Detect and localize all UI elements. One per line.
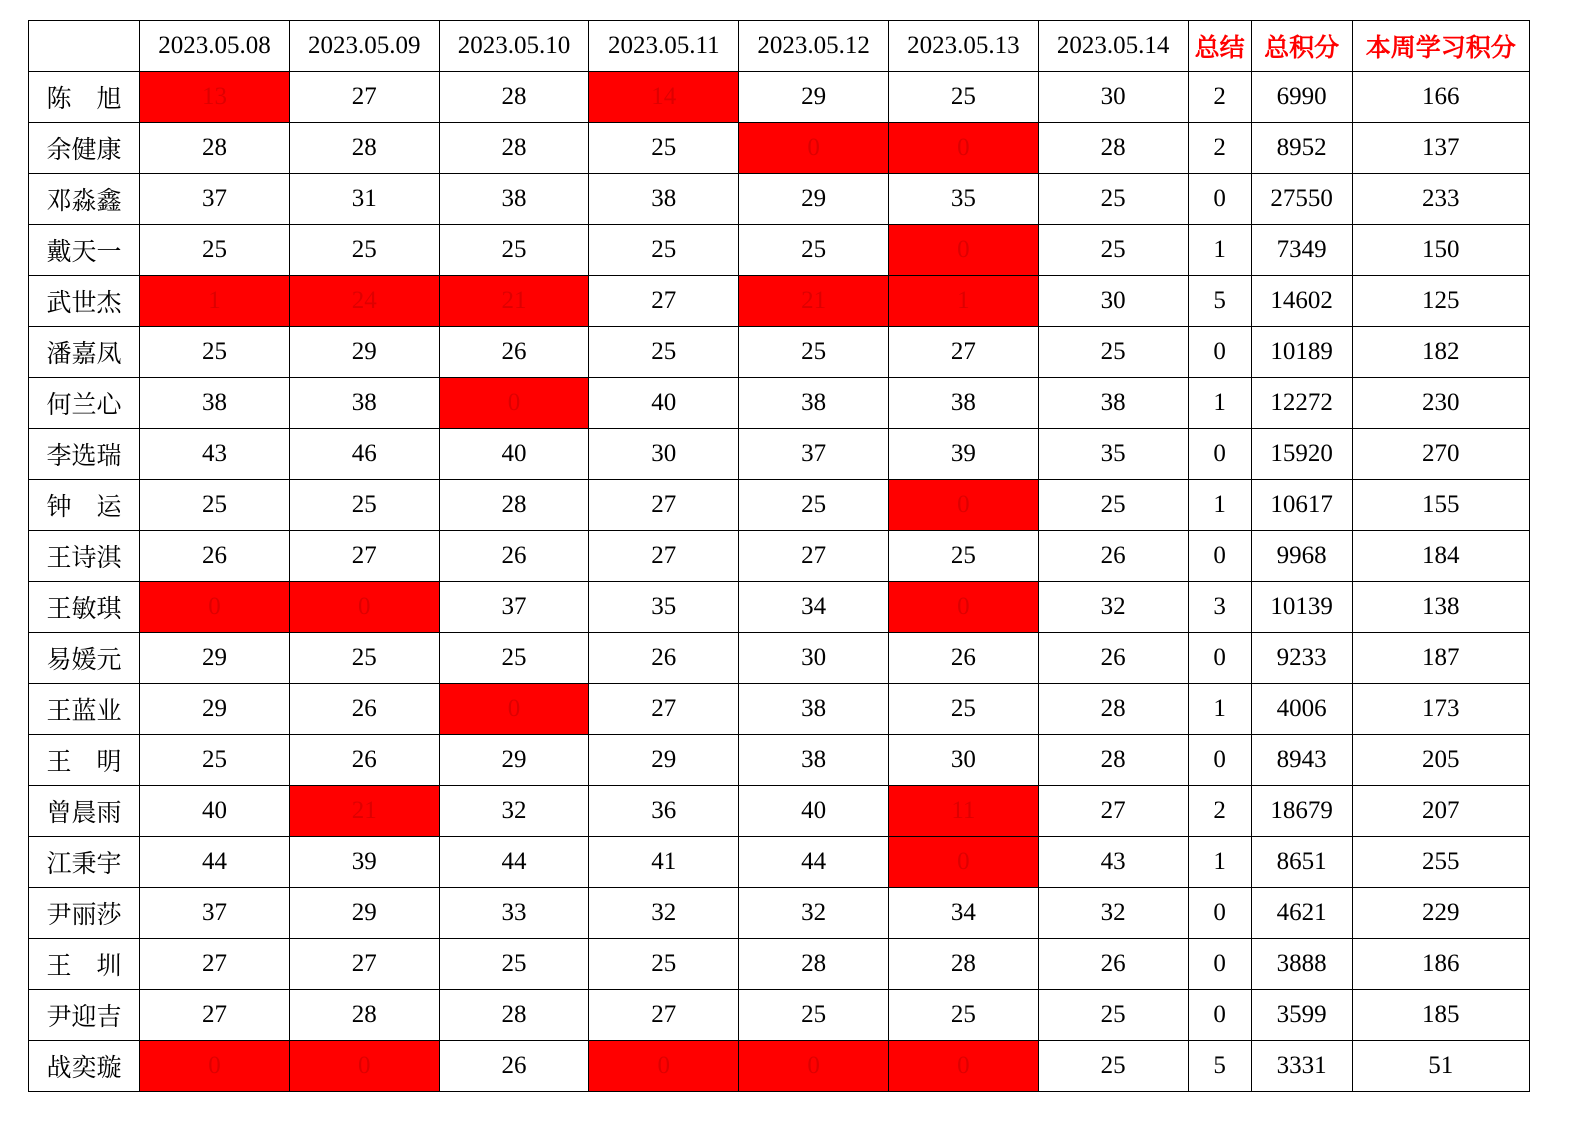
student-name-text: 曾晨雨 [46,800,122,827]
score-cell: 35 [888,174,1038,225]
name-char: 旭 [96,86,122,113]
score-cell-flagged: 0 [888,582,1038,633]
score-cell-flagged: 11 [888,786,1038,837]
score-cell-flagged: 0 [888,1041,1038,1092]
score-cell: 25 [140,225,290,276]
score-cell: 26 [289,735,439,786]
score-cell: 28 [439,990,589,1041]
score-cell: 28 [888,939,1038,990]
score-cell: 27 [589,480,739,531]
score-cell: 29 [739,72,889,123]
score-cell: 44 [140,837,290,888]
score-cell: 35 [589,582,739,633]
summary-cell: 5 [1188,276,1251,327]
header-date-4: 2023.05.11 [589,21,739,72]
score-cell: 38 [140,378,290,429]
student-name-text [47,742,122,778]
student-name-cell [29,327,140,378]
score-cell: 30 [888,735,1038,786]
score-cell: 44 [739,837,889,888]
score-cell: 25 [289,225,439,276]
total-points-cell: 3331 [1251,1041,1352,1092]
summary-cell: 0 [1188,633,1251,684]
week-points-cell: 233 [1352,174,1529,225]
score-cell: 27 [589,684,739,735]
score-cell: 28 [1038,123,1188,174]
header-date-1: 2023.05.08 [140,21,290,72]
total-points-cell: 9968 [1251,531,1352,582]
summary-cell: 1 [1188,378,1251,429]
score-cell: 27 [289,531,439,582]
score-cell-flagged: 21 [739,276,889,327]
score-cell: 25 [888,990,1038,1041]
score-cell: 28 [439,480,589,531]
score-cell: 38 [888,378,1038,429]
student-name-text: 战奕璇 [46,1055,122,1082]
total-points-cell: 10189 [1251,327,1352,378]
score-cell: 25 [1038,1041,1188,1092]
score-cell-flagged: 0 [888,225,1038,276]
summary-cell: 0 [1188,990,1251,1041]
score-cell: 25 [1038,990,1188,1041]
score-cell: 28 [1038,684,1188,735]
table-row [29,990,1530,1041]
table-row [29,582,1530,633]
score-cell: 25 [739,327,889,378]
table-row [29,735,1530,786]
score-cell: 25 [140,480,290,531]
score-cell: 27 [589,990,739,1041]
score-cell: 34 [739,582,889,633]
score-cell: 27 [140,990,290,1041]
score-cell: 32 [439,786,589,837]
score-cell: 29 [140,684,290,735]
student-name-cell [29,480,140,531]
week-points-cell: 270 [1352,429,1529,480]
week-points-cell: 207 [1352,786,1529,837]
student-name-cell [29,429,140,480]
score-cell: 26 [439,1041,589,1092]
student-name-cell [29,786,140,837]
score-cell: 26 [1038,531,1188,582]
score-cell: 25 [888,531,1038,582]
score-cell-flagged: 13 [140,72,290,123]
summary-cell: 0 [1188,429,1251,480]
student-name-text: 潘嘉凤 [46,341,122,368]
student-name-cell [29,735,140,786]
score-cell: 26 [589,633,739,684]
score-cell: 30 [1038,72,1188,123]
student-name-text: 邓淼鑫 [46,188,122,215]
header-total-points: 总积分 [1251,21,1352,72]
score-cell: 27 [739,531,889,582]
week-points-cell: 184 [1352,531,1529,582]
student-name-text [47,487,122,523]
table-row [29,531,1530,582]
score-cell: 32 [739,888,889,939]
week-points-cell: 173 [1352,684,1529,735]
score-cell-flagged: 1 [140,276,290,327]
student-name-cell [29,837,140,888]
student-name-text: 王诗淇 [46,545,122,572]
score-cell: 32 [1038,888,1188,939]
score-cell: 25 [589,225,739,276]
score-cell: 37 [140,174,290,225]
header-summary: 总结 [1188,21,1251,72]
week-points-cell: 229 [1352,888,1529,939]
score-cell: 25 [589,939,739,990]
summary-cell: 1 [1188,684,1251,735]
score-cell: 32 [589,888,739,939]
table-row [29,888,1530,939]
summary-cell: 5 [1188,1041,1251,1092]
score-cell: 29 [589,735,739,786]
name-char: 钟 [46,494,72,521]
score-cell: 37 [439,582,589,633]
score-cell: 25 [289,480,439,531]
week-points-cell: 187 [1352,633,1529,684]
score-cell: 25 [739,480,889,531]
score-cell-flagged: 21 [439,276,589,327]
total-points-cell: 4621 [1251,888,1352,939]
score-cell: 28 [140,123,290,174]
total-points-cell: 10139 [1251,582,1352,633]
total-points-cell: 3599 [1251,990,1352,1041]
score-cell-flagged: 0 [140,582,290,633]
total-points-cell: 18679 [1251,786,1352,837]
score-cell: 35 [1038,429,1188,480]
summary-cell: 1 [1188,837,1251,888]
score-cell: 46 [289,429,439,480]
score-cell: 25 [739,990,889,1041]
score-cell: 26 [888,633,1038,684]
score-cell: 38 [739,378,889,429]
score-cell: 38 [589,174,739,225]
student-name-text: 王敏琪 [46,596,122,623]
score-cell: 37 [140,888,290,939]
student-name-text: 尹迎吉 [46,1004,122,1031]
score-cell-flagged: 0 [888,480,1038,531]
week-points-cell: 182 [1352,327,1529,378]
total-points-cell: 14602 [1251,276,1352,327]
student-name-text [47,79,122,115]
name-char: 陈 [46,86,72,113]
score-cell: 25 [289,633,439,684]
week-points-cell: 125 [1352,276,1529,327]
score-cell: 25 [140,327,290,378]
name-char: 王 [46,749,72,776]
table-row [29,378,1530,429]
score-cell-flagged: 0 [888,123,1038,174]
total-points-cell: 15920 [1251,429,1352,480]
score-cell: 27 [1038,786,1188,837]
table-body [29,72,1530,1092]
total-points-cell: 10617 [1251,480,1352,531]
summary-cell: 2 [1188,786,1251,837]
total-points-cell: 4006 [1251,684,1352,735]
score-cell: 26 [439,327,589,378]
header-date-6: 2023.05.13 [888,21,1038,72]
score-cell: 39 [888,429,1038,480]
score-cell: 25 [888,684,1038,735]
student-name-cell [29,123,140,174]
score-cell: 40 [589,378,739,429]
score-cell: 38 [739,735,889,786]
score-cell-flagged: 0 [289,582,439,633]
score-cell-flagged: 0 [140,1041,290,1092]
week-points-cell: 155 [1352,480,1529,531]
student-name-cell [29,225,140,276]
score-cell: 25 [589,327,739,378]
header-date-3: 2023.05.10 [439,21,589,72]
score-cell: 29 [739,174,889,225]
score-cell: 40 [140,786,290,837]
student-name-text: 王蓝业 [46,698,122,725]
total-points-cell: 8943 [1251,735,1352,786]
score-cell-flagged: 0 [289,1041,439,1092]
student-name-text: 余健康 [46,137,122,164]
score-cell: 25 [439,225,589,276]
score-cell: 43 [140,429,290,480]
total-points-cell: 7349 [1251,225,1352,276]
score-cell: 29 [289,327,439,378]
score-cell: 25 [739,225,889,276]
week-points-cell: 185 [1352,990,1529,1041]
score-cell: 36 [589,786,739,837]
student-name-cell [29,531,140,582]
week-points-cell: 138 [1352,582,1529,633]
student-name-cell [29,72,140,123]
table-header [29,21,1530,72]
total-points-cell: 9233 [1251,633,1352,684]
name-char: 王 [46,953,72,980]
score-cell: 27 [888,327,1038,378]
score-cell: 27 [289,939,439,990]
student-name-cell [29,276,140,327]
name-char: 运 [96,494,122,521]
score-cell: 28 [1038,735,1188,786]
score-cell: 27 [289,72,439,123]
student-name-cell [29,582,140,633]
student-name-cell [29,1041,140,1092]
header-corner-cell [29,21,140,72]
score-cell: 28 [439,72,589,123]
header-week-points: 本周学习积分 [1352,21,1529,72]
score-cell: 33 [439,888,589,939]
student-name-text: 戴天一 [46,239,122,266]
week-points-cell: 186 [1352,939,1529,990]
score-cell-flagged: 0 [439,378,589,429]
header-date-7: 2023.05.14 [1038,21,1188,72]
summary-cell: 0 [1188,174,1251,225]
score-cell: 29 [140,633,290,684]
score-cell-flagged: 24 [289,276,439,327]
score-cell: 38 [1038,378,1188,429]
score-cell: 27 [589,531,739,582]
score-cell: 26 [1038,939,1188,990]
score-cell: 37 [739,429,889,480]
score-cell: 26 [289,684,439,735]
score-cell: 30 [589,429,739,480]
score-cell: 31 [289,174,439,225]
total-points-cell: 27550 [1251,174,1352,225]
student-name-text: 尹丽莎 [46,902,122,929]
student-name-cell [29,174,140,225]
spreadsheet-table-container [28,20,1530,1092]
score-cell: 30 [1038,276,1188,327]
total-points-cell: 8651 [1251,837,1352,888]
total-points-cell: 8952 [1251,123,1352,174]
summary-cell: 0 [1188,327,1251,378]
summary-cell: 2 [1188,123,1251,174]
table-row [29,276,1530,327]
score-cell: 26 [439,531,589,582]
student-name-text: 武世杰 [46,290,122,317]
table-row [29,633,1530,684]
table-row [29,786,1530,837]
total-points-cell: 6990 [1251,72,1352,123]
score-cell-flagged: 21 [289,786,439,837]
student-name-cell [29,888,140,939]
summary-cell: 0 [1188,888,1251,939]
score-cell: 26 [140,531,290,582]
summary-cell: 0 [1188,735,1251,786]
table-row [29,684,1530,735]
header-row [29,21,1530,72]
summary-cell: 0 [1188,531,1251,582]
score-cell: 32 [1038,582,1188,633]
score-cell-flagged: 14 [589,72,739,123]
student-name-cell [29,633,140,684]
total-points-cell: 3888 [1251,939,1352,990]
table-row [29,174,1530,225]
score-cell: 25 [439,939,589,990]
student-name-cell [29,990,140,1041]
summary-cell: 1 [1188,480,1251,531]
score-cell-flagged: 0 [439,684,589,735]
score-cell-flagged: 1 [888,276,1038,327]
score-cell: 38 [739,684,889,735]
score-cell: 25 [1038,225,1188,276]
student-name-cell [29,684,140,735]
header-date-5: 2023.05.12 [739,21,889,72]
score-cell: 43 [1038,837,1188,888]
summary-cell: 3 [1188,582,1251,633]
score-cell: 27 [589,276,739,327]
student-name-text: 何兰心 [46,392,122,419]
table-row [29,480,1530,531]
score-cell: 25 [1038,480,1188,531]
table-row [29,429,1530,480]
score-cell-flagged: 0 [739,1041,889,1092]
student-name-cell [29,378,140,429]
score-cell: 25 [439,633,589,684]
summary-cell: 0 [1188,939,1251,990]
table-row [29,327,1530,378]
student-name-cell [29,939,140,990]
score-cell: 28 [739,939,889,990]
score-cell: 29 [289,888,439,939]
header-date-2: 2023.05.09 [289,21,439,72]
table-row [29,939,1530,990]
score-cell-flagged: 0 [888,837,1038,888]
score-cell: 39 [289,837,439,888]
week-points-cell: 255 [1352,837,1529,888]
week-points-cell: 205 [1352,735,1529,786]
week-points-cell: 150 [1352,225,1529,276]
score-cell: 38 [289,378,439,429]
table-row [29,1041,1530,1092]
score-cell: 41 [589,837,739,888]
week-points-cell: 137 [1352,123,1529,174]
table-row [29,72,1530,123]
score-cell: 28 [289,990,439,1041]
name-char: 圳 [96,953,122,980]
student-name-text: 易媛元 [46,647,122,674]
score-cell: 38 [439,174,589,225]
student-name-text [47,946,122,982]
score-cell: 40 [439,429,589,480]
score-cell: 34 [888,888,1038,939]
score-cell-flagged: 0 [739,123,889,174]
name-char: 明 [96,749,122,776]
score-cell: 25 [140,735,290,786]
score-cell: 28 [439,123,589,174]
week-points-cell: 230 [1352,378,1529,429]
score-cell: 25 [1038,327,1188,378]
table-row [29,225,1530,276]
score-table [28,20,1530,1092]
week-points-cell: 51 [1352,1041,1529,1092]
score-cell: 29 [439,735,589,786]
score-cell: 25 [888,72,1038,123]
score-cell: 26 [1038,633,1188,684]
summary-cell: 2 [1188,72,1251,123]
score-cell: 28 [289,123,439,174]
score-cell: 44 [439,837,589,888]
score-cell: 27 [140,939,290,990]
table-row [29,837,1530,888]
score-cell: 25 [589,123,739,174]
score-cell: 40 [739,786,889,837]
summary-cell: 1 [1188,225,1251,276]
student-name-text: 李选瑞 [46,443,122,470]
week-points-cell: 166 [1352,72,1529,123]
student-name-text: 江秉宇 [46,851,122,878]
score-cell: 25 [1038,174,1188,225]
table-row [29,123,1530,174]
total-points-cell: 12272 [1251,378,1352,429]
score-cell: 30 [739,633,889,684]
score-cell-flagged: 0 [589,1041,739,1092]
